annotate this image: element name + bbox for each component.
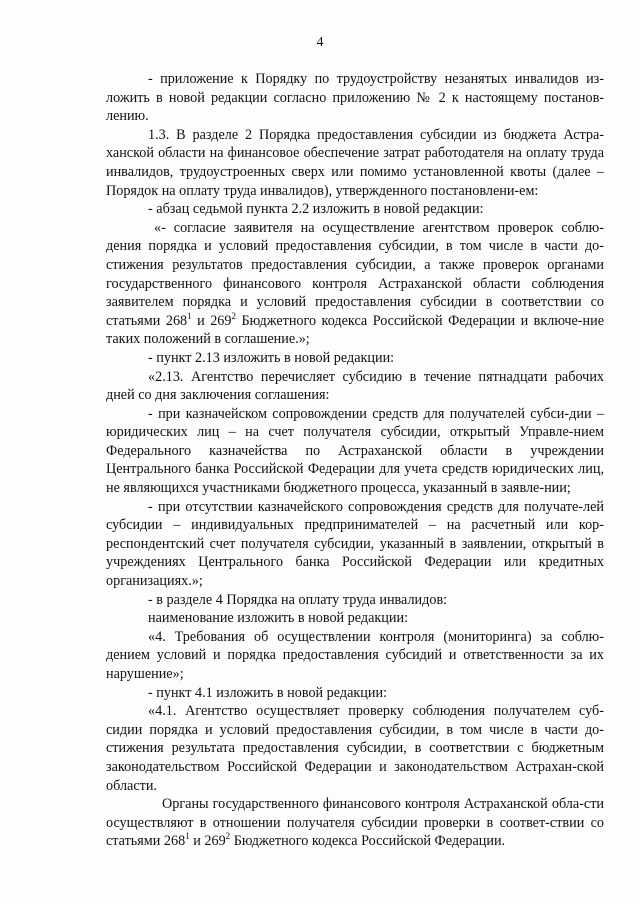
document-body	[106, 70, 604, 851]
paragraph-treasury-support: - при казначейском сопровождении средств для получателей субси-дии – юридических лиц – на счет получателя субсидии, открытый Управле-нием Федерального казначейства по Астраханской области в учреждении Центрального банка Российской Федерации для учета средств юридических лиц, не являющихся участниками бюджетного процесса, указанный в заявле-нии;	[106, 405, 604, 497]
paragraph-4-1-quote: «4.1. Агентство осуществляет проверку соблюдения получателем суб-сидии порядка и условий предоставления субсидии, в том числе в части до-стижения результата предоставления субсидии, в соответствии с бюджетным законодательством Российской Федерации и законодательством Астрахан-ской области.	[106, 703, 604, 794]
paragraph-clause-2-13: - пункт 2.13 изложить в новой редакции:	[148, 349, 395, 366]
superscript: 1	[187, 310, 192, 321]
paragraph-title-change: наименование изложить в новой редакции:	[148, 610, 409, 627]
superscript: 1	[185, 831, 190, 842]
paragraph-annex-amendment: - приложение к Порядку по трудоустройству незанятых инвалидов из-ложить в новой редакции согласно приложению № 2 к настоящему постанов-лению.	[106, 71, 604, 125]
paragraph-section-4-title: «4. Требования об осуществлении контроля (мониторинга) за соблю-дением условий и порядка предоставления субсидий и ответственности за их нарушение»;	[106, 628, 604, 682]
paragraph-clause-4-1: - пункт 4.1 изложить в новой редакции:	[148, 684, 388, 701]
paragraph-consent-quote: «- согласие заявителя на осуществление агентством проверок соблю-дения порядка и условий предоставления субсидии, в том числе в части до-стижения результатов предоставления субсидии, а также проверок органами государственного финансового контроля Астраханской области соблюдения заявителем порядка и условий предоставления субсидии в соответствии со статьями $268^1$ и $269^2$ Бюджетного кодекса Российской Федерации и включе-ние таких положений в соглашение.»;	[106, 219, 605, 348]
paragraph-1-3: 1.3. В разделе 2 Порядка предоставления субсидии из бюджета Астра-ханской области на финансовое обеспечение затрат работодателя на оплату труда инвалидов, трудоустроенных сверх или помимо установленной квоты (далее – Порядок на оплату труда инвалидов), утвержденного постановлени-ем:	[106, 126, 604, 199]
paragraph-2-13-quote: «2.13. Агентство перечисляет субсидию в течение пятнадцати рабочих дней со дня заключения соглашения:	[106, 368, 604, 404]
page-number: 4	[316, 35, 324, 50]
superscript: 2	[225, 831, 231, 842]
paragraph-section-4: - в разделе 4 Порядка на оплату труда инвалидов:	[148, 591, 448, 608]
paragraph-no-treasury-support: - при отсутствии казначейского сопровождения средств для получате-лей субсидии – индивидуальных предпринимателей – на расчетный или кор-респондентский счет получателя субсидии, указанный в заявлении, открытый в учреждениях Центрального банка Российской Федерации или кредитных организациях.»;	[106, 498, 604, 590]
paragraph-clause-2-2: - абзац седьмой пункта 2.2 изложить в новой редакции:	[148, 201, 484, 218]
paragraph-financial-control: Органы государственного финансового контроля Астраханской обла-сти осуществляют в отношении получателя субсидии проверки в соответ-ствии со статьями $268^1$ и $269^2$ Бюджетного кодекса Российской Федерации.	[106, 796, 604, 850]
superscript: 2	[231, 310, 236, 321]
